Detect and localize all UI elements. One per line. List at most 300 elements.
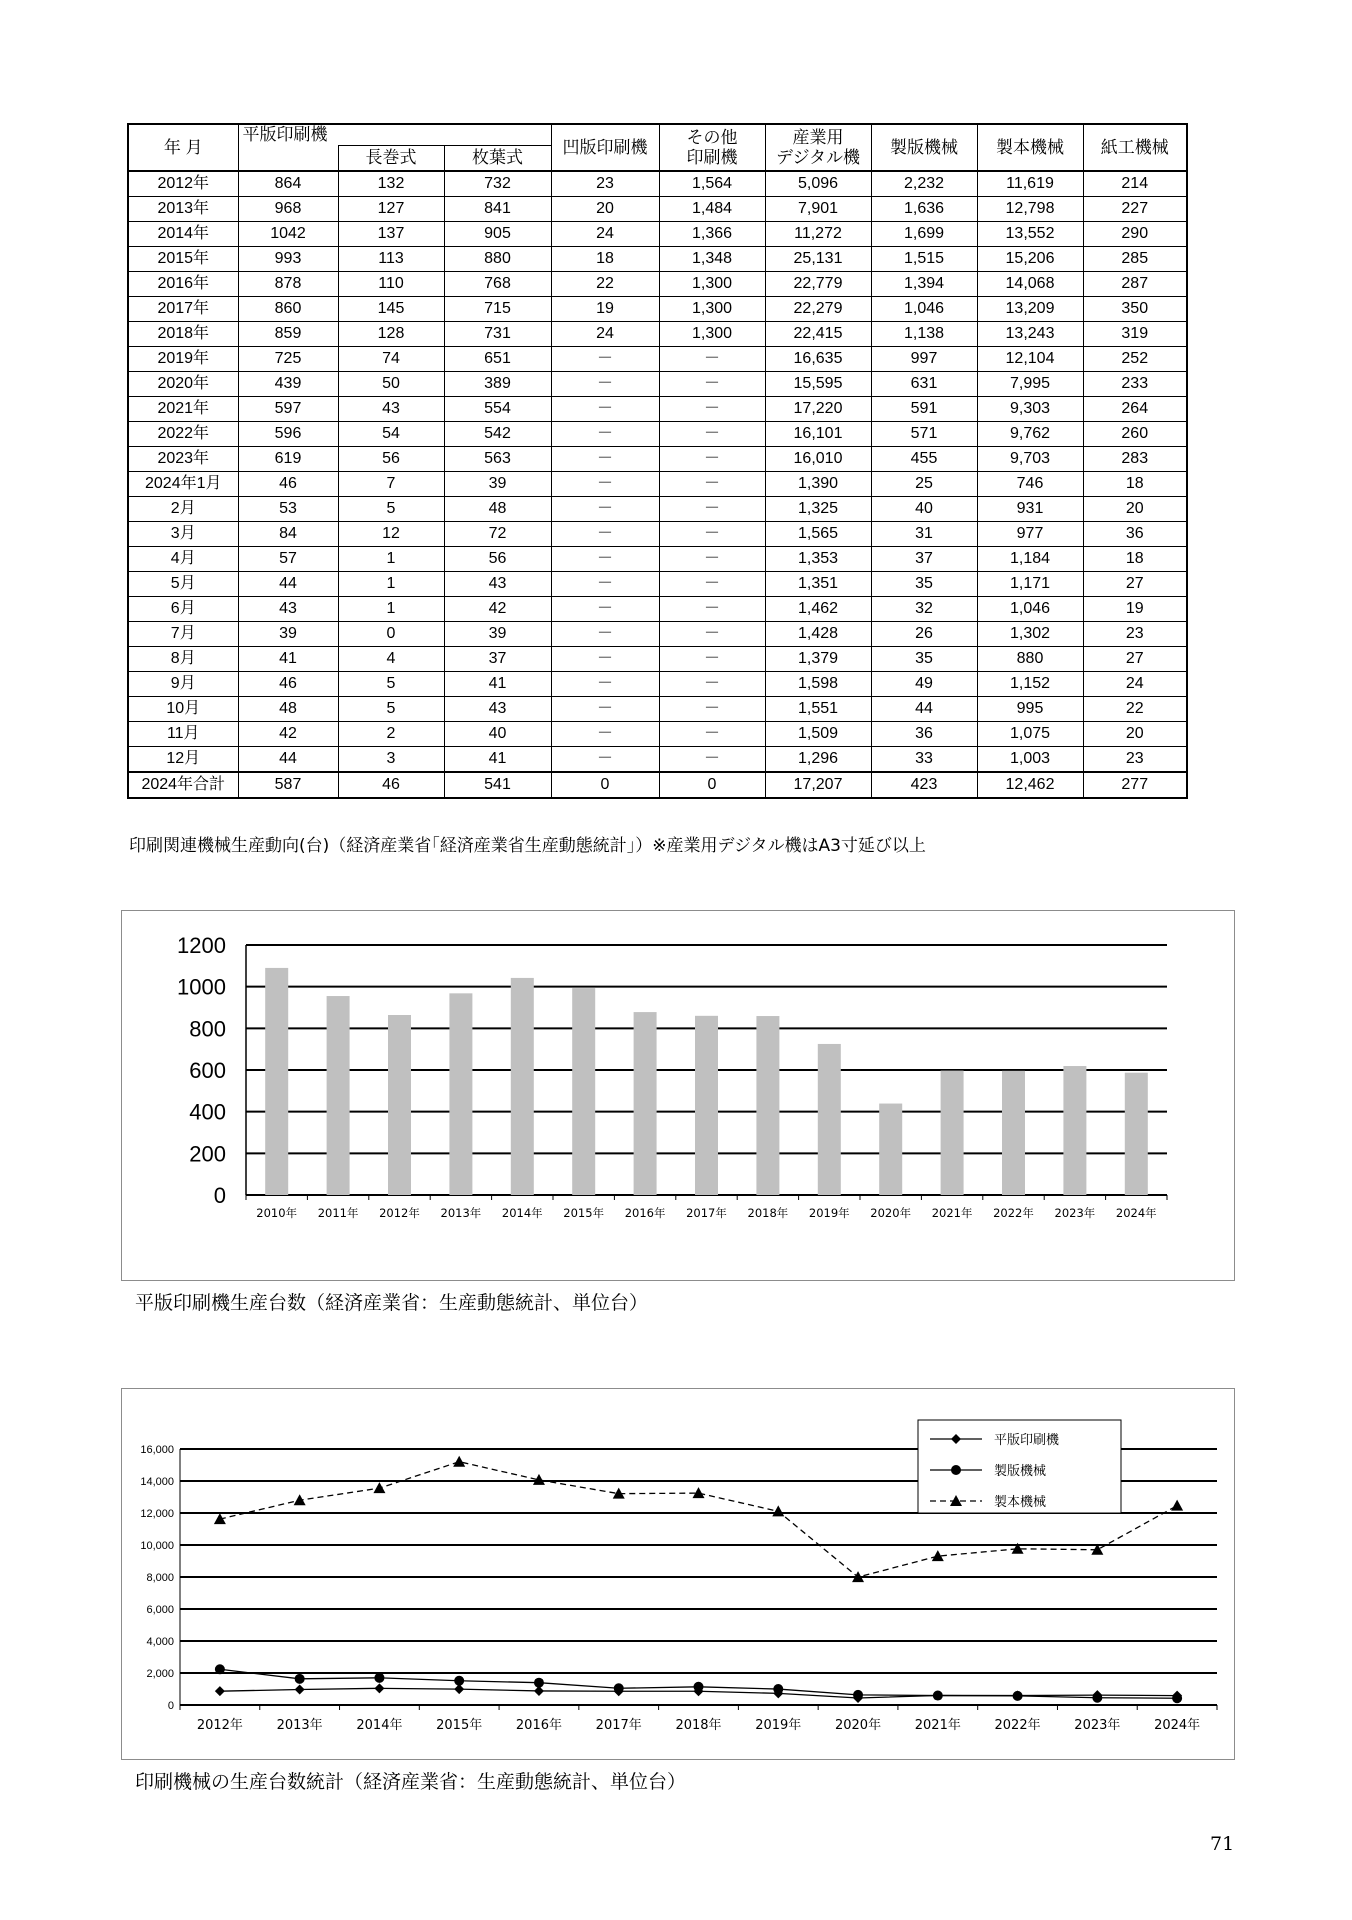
cell-other: － — [659, 547, 765, 572]
y-tick-label: 600 — [189, 1058, 226, 1083]
cell-binding: 13,552 — [977, 222, 1083, 247]
cell-sheet: 43 — [444, 572, 551, 597]
cell-digital: 16,101 — [765, 422, 871, 447]
cell-offset: 53 — [238, 497, 338, 522]
cell-web: 2 — [338, 722, 444, 747]
cell-binding: 13,243 — [977, 322, 1083, 347]
cell-other: － — [659, 522, 765, 547]
cell-offset: 859 — [238, 322, 338, 347]
cell-web: 1 — [338, 597, 444, 622]
cell-platemaking: 423 — [871, 772, 977, 798]
cell-sheet: 37 — [444, 647, 551, 672]
cell-offset: 46 — [238, 672, 338, 697]
y-tick-label: 8,000 — [146, 1572, 174, 1584]
cell-web: 12 — [338, 522, 444, 547]
cell-sheet: 563 — [444, 447, 551, 472]
cell-paper: 277 — [1083, 772, 1187, 798]
cell-offset: 84 — [238, 522, 338, 547]
cell-offset: 44 — [238, 572, 338, 597]
cell-gravure: － — [551, 597, 659, 622]
cell-digital: 1,565 — [765, 522, 871, 547]
cell-period: 7月 — [128, 622, 238, 647]
x-tick-label: 2020年 — [870, 1206, 912, 1220]
y-tick-label: 12,000 — [140, 1508, 174, 1520]
cell-paper: 350 — [1083, 297, 1187, 322]
table-row — [128, 297, 1187, 322]
cell-other: － — [659, 397, 765, 422]
cell-paper: 233 — [1083, 372, 1187, 397]
point-circle — [534, 1678, 544, 1688]
cell-digital: 16,010 — [765, 447, 871, 472]
cell-offset: 41 — [238, 647, 338, 672]
cell-other: － — [659, 347, 765, 372]
table-row — [128, 422, 1187, 447]
cell-web: 54 — [338, 422, 444, 447]
point-triangle — [373, 1482, 385, 1493]
cell-offset: 439 — [238, 372, 338, 397]
cell-binding: 12,104 — [977, 347, 1083, 372]
bar — [756, 1016, 779, 1195]
cell-offset: 878 — [238, 272, 338, 297]
bar — [1063, 1066, 1086, 1195]
point-triangle — [772, 1505, 784, 1516]
cell-web: 1 — [338, 547, 444, 572]
cell-sheet: 880 — [444, 247, 551, 272]
cell-platemaking: 591 — [871, 397, 977, 422]
header-digital — [765, 124, 871, 171]
cell-platemaking: 33 — [871, 747, 977, 773]
cell-gravure: － — [551, 372, 659, 397]
point-diamond — [374, 1683, 384, 1693]
cell-binding: 1,302 — [977, 622, 1083, 647]
table-row — [128, 372, 1187, 397]
cell-digital: 22,415 — [765, 322, 871, 347]
cell-paper: 27 — [1083, 647, 1187, 672]
cell-sheet: 768 — [444, 272, 551, 297]
cell-binding: 1,152 — [977, 672, 1083, 697]
cell-other: － — [659, 697, 765, 722]
cell-web: 1 — [338, 572, 444, 597]
cell-web: 127 — [338, 197, 444, 222]
cell-web: 137 — [338, 222, 444, 247]
cell-platemaking: 36 — [871, 722, 977, 747]
table-row — [128, 447, 1187, 472]
header-binding: 製本機械 — [977, 124, 1083, 171]
x-tick-label: 2017年 — [686, 1206, 727, 1220]
cell-offset: 39 — [238, 622, 338, 647]
cell-binding: 14,068 — [977, 272, 1083, 297]
cell-sheet: 731 — [444, 322, 551, 347]
header-web: 長巻式 — [338, 146, 444, 172]
cell-offset: 968 — [238, 197, 338, 222]
cell-period: 2018年 — [128, 322, 238, 347]
x-tick-label: 2012年 — [379, 1206, 420, 1220]
cell-web: 3 — [338, 747, 444, 773]
cell-paper: 27 — [1083, 572, 1187, 597]
x-tick-label: 2023年 — [1074, 1718, 1121, 1733]
cell-binding: 931 — [977, 497, 1083, 522]
cell-sheet: 40 — [444, 722, 551, 747]
cell-paper: 19 — [1083, 597, 1187, 622]
cell-platemaking: 37 — [871, 547, 977, 572]
table-row — [128, 672, 1187, 697]
x-tick-label: 2014年 — [356, 1718, 403, 1733]
cell-web: 128 — [338, 322, 444, 347]
machine-line-chart — [121, 1388, 1235, 1760]
cell-gravure: － — [551, 747, 659, 773]
cell-sheet: 41 — [444, 672, 551, 697]
legend-label: 製本機械 — [994, 1495, 1047, 1510]
cell-digital: 1,379 — [765, 647, 871, 672]
bar — [511, 978, 534, 1195]
cell-paper: 260 — [1083, 422, 1187, 447]
cell-platemaking: 44 — [871, 697, 977, 722]
cell-period: 3月 — [128, 522, 238, 547]
cell-period: 2016年 — [128, 272, 238, 297]
cell-web: 46 — [338, 772, 444, 798]
cell-paper: 252 — [1083, 347, 1187, 372]
point-circle — [374, 1673, 384, 1683]
table-row — [128, 197, 1187, 222]
cell-web: 43 — [338, 397, 444, 422]
cell-gravure: 22 — [551, 272, 659, 297]
cell-binding: 995 — [977, 697, 1083, 722]
cell-gravure: 24 — [551, 322, 659, 347]
cell-gravure: － — [551, 697, 659, 722]
cell-period: 5月 — [128, 572, 238, 597]
cell-period: 2017年 — [128, 297, 238, 322]
bar — [634, 1012, 657, 1195]
cell-gravure: 18 — [551, 247, 659, 272]
chart1-caption: 平版印刷機生産台数（経済産業省：生産動態統計、単位台） — [135, 1292, 649, 1314]
cell-paper: 36 — [1083, 522, 1187, 547]
cell-web: 4 — [338, 647, 444, 672]
y-tick-label: 200 — [189, 1141, 226, 1167]
cell-other: 1,300 — [659, 322, 765, 347]
cell-period: 9月 — [128, 672, 238, 697]
x-tick-label: 2016年 — [624, 1206, 666, 1220]
cell-platemaking: 1,046 — [871, 297, 977, 322]
cell-web: 5 — [338, 672, 444, 697]
cell-binding: 1,003 — [977, 747, 1083, 773]
cell-platemaking: 35 — [871, 572, 977, 597]
header-offset: 平版印刷機 — [238, 124, 551, 146]
cell-paper: 285 — [1083, 247, 1187, 272]
x-tick-label: 2019年 — [755, 1718, 802, 1733]
cell-other: 1,300 — [659, 297, 765, 322]
table-row — [128, 272, 1187, 297]
y-tick-label: 4,000 — [146, 1636, 174, 1648]
cell-binding: 11,619 — [977, 171, 1083, 197]
cell-binding: 12,798 — [977, 197, 1083, 222]
cell-offset: 864 — [238, 171, 338, 197]
x-tick-label: 2013年 — [440, 1206, 482, 1220]
x-tick-label: 2024年 — [1154, 1718, 1201, 1733]
cell-digital: 1,462 — [765, 597, 871, 622]
table-row — [128, 697, 1187, 722]
point-circle — [1013, 1691, 1023, 1701]
offset-bar-chart — [121, 910, 1235, 1281]
y-tick-label: 2,000 — [146, 1668, 174, 1680]
bar — [941, 1071, 964, 1195]
point-circle — [295, 1674, 305, 1684]
chart2-caption: 印刷機械の生産台数統計（経済産業省：生産動態統計、単位台） — [135, 1771, 687, 1793]
cell-gravure: － — [551, 722, 659, 747]
header-other-line2: 印刷機 — [686, 147, 738, 167]
cell-offset: 619 — [238, 447, 338, 472]
cell-gravure: 20 — [551, 197, 659, 222]
cell-gravure: 0 — [551, 772, 659, 798]
cell-paper: 22 — [1083, 697, 1187, 722]
cell-offset: 46 — [238, 472, 338, 497]
cell-gravure: － — [551, 547, 659, 572]
cell-platemaking: 1,138 — [871, 322, 977, 347]
cell-gravure: － — [551, 472, 659, 497]
cell-offset: 587 — [238, 772, 338, 798]
cell-sheet: 39 — [444, 622, 551, 647]
point-circle — [773, 1684, 783, 1694]
cell-paper: 23 — [1083, 622, 1187, 647]
point-circle — [1172, 1693, 1182, 1703]
header-digital-line2: デジタル機 — [776, 147, 860, 167]
cell-other: － — [659, 672, 765, 697]
cell-paper: 287 — [1083, 272, 1187, 297]
y-tick-label: 10,000 — [140, 1540, 174, 1552]
cell-digital: 1,598 — [765, 672, 871, 697]
cell-digital: 7,901 — [765, 197, 871, 222]
cell-period: 2月 — [128, 497, 238, 522]
cell-other: － — [659, 472, 765, 497]
cell-period: 4月 — [128, 547, 238, 572]
cell-paper: 283 — [1083, 447, 1187, 472]
cell-other: － — [659, 597, 765, 622]
cell-period: 2024年合計 — [128, 772, 238, 798]
cell-sheet: 56 — [444, 547, 551, 572]
cell-digital: 16,635 — [765, 347, 871, 372]
cell-binding: 1,171 — [977, 572, 1083, 597]
cell-platemaking: 25 — [871, 472, 977, 497]
cell-digital: 1,353 — [765, 547, 871, 572]
y-tick-label: 16,000 — [140, 1444, 174, 1456]
cell-other: － — [659, 622, 765, 647]
point-diamond — [295, 1685, 305, 1695]
cell-period: 2024年1月 — [128, 472, 238, 497]
cell-period: 10月 — [128, 697, 238, 722]
header-platemaking: 製版機械 — [871, 124, 977, 171]
table-row — [128, 547, 1187, 572]
header-other — [659, 124, 765, 171]
cell-binding: 880 — [977, 647, 1083, 672]
y-tick-label: 14,000 — [140, 1476, 174, 1488]
cell-offset: 44 — [238, 747, 338, 773]
header-paper: 紙工機械 — [1083, 124, 1187, 171]
cell-offset: 725 — [238, 347, 338, 372]
cell-platemaking: 1,515 — [871, 247, 977, 272]
cell-sheet: 48 — [444, 497, 551, 522]
cell-gravure: － — [551, 497, 659, 522]
table-caption: 印刷関連機械生産動向(台)（経済産業省｢経済産業省生産動態統計｣）※産業用デジタル機はA3寸延び以上 — [129, 836, 926, 856]
point-circle — [933, 1691, 943, 1701]
cell-gravure: － — [551, 447, 659, 472]
bar — [388, 1015, 411, 1195]
table-row — [128, 322, 1187, 347]
cell-gravure: 19 — [551, 297, 659, 322]
cell-binding: 1,046 — [977, 597, 1083, 622]
production-table — [127, 123, 1188, 799]
cell-digital: 17,220 — [765, 397, 871, 422]
machine-line-chart-svg — [122, 1389, 1234, 1759]
cell-platemaking: 32 — [871, 597, 977, 622]
table-row — [128, 472, 1187, 497]
cell-binding: 1,184 — [977, 547, 1083, 572]
cell-platemaking: 1,636 — [871, 197, 977, 222]
cell-digital: 1,296 — [765, 747, 871, 773]
cell-other: － — [659, 497, 765, 522]
legend-label: 平版印刷機 — [994, 1433, 1060, 1448]
cell-other: 0 — [659, 772, 765, 798]
cell-gravure: － — [551, 672, 659, 697]
y-tick-label: 6,000 — [146, 1604, 174, 1616]
x-tick-label: 2023年 — [1054, 1206, 1096, 1220]
cell-other: － — [659, 572, 765, 597]
table-row — [128, 347, 1187, 372]
cell-binding: 7,995 — [977, 372, 1083, 397]
cell-offset: 596 — [238, 422, 338, 447]
table-total-row — [128, 772, 1187, 798]
y-tick-label: 1200 — [177, 933, 226, 958]
cell-paper: 20 — [1083, 722, 1187, 747]
header-other-line1: その他 — [686, 127, 738, 147]
cell-web: 50 — [338, 372, 444, 397]
cell-web: 74 — [338, 347, 444, 372]
point-circle — [951, 1465, 961, 1475]
cell-gravure: 24 — [551, 222, 659, 247]
cell-platemaking: 26 — [871, 622, 977, 647]
y-tick-label: 1000 — [177, 974, 226, 1000]
bar — [572, 988, 595, 1195]
cell-web: 7 — [338, 472, 444, 497]
cell-offset: 42 — [238, 722, 338, 747]
header-gravure: 凹版印刷機 — [551, 124, 659, 171]
cell-binding: 1,075 — [977, 722, 1083, 747]
cell-other: － — [659, 747, 765, 773]
table-row — [128, 722, 1187, 747]
cell-period: 2020年 — [128, 372, 238, 397]
cell-period: 8月 — [128, 647, 238, 672]
cell-other: － — [659, 372, 765, 397]
cell-sheet: 651 — [444, 347, 551, 372]
cell-digital: 11,272 — [765, 222, 871, 247]
legend — [918, 1420, 1121, 1513]
table-row — [128, 597, 1187, 622]
table-row — [128, 171, 1187, 197]
cell-platemaking: 35 — [871, 647, 977, 672]
cell-gravure: － — [551, 422, 659, 447]
point-circle — [215, 1664, 225, 1674]
cell-gravure: － — [551, 522, 659, 547]
header-sheet: 枚葉式 — [444, 146, 551, 172]
x-tick-label: 2012年 — [196, 1718, 243, 1733]
cell-sheet: 43 — [444, 697, 551, 722]
point-triangle — [294, 1494, 306, 1505]
cell-other: 1,366 — [659, 222, 765, 247]
cell-other: － — [659, 422, 765, 447]
cell-offset: 43 — [238, 597, 338, 622]
cell-other: 1,484 — [659, 197, 765, 222]
cell-binding: 13,209 — [977, 297, 1083, 322]
cell-web: 132 — [338, 171, 444, 197]
cell-digital: 25,131 — [765, 247, 871, 272]
cell-period: 2014年 — [128, 222, 238, 247]
table-row — [128, 497, 1187, 522]
cell-gravure: 23 — [551, 171, 659, 197]
cell-other: 1,564 — [659, 171, 765, 197]
x-tick-label: 2015年 — [563, 1206, 605, 1220]
cell-offset: 57 — [238, 547, 338, 572]
offset-bar-chart-svg — [122, 911, 1234, 1280]
x-tick-label: 2016年 — [515, 1718, 563, 1733]
bar — [327, 996, 350, 1195]
cell-digital: 1,509 — [765, 722, 871, 747]
cell-period: 2019年 — [128, 347, 238, 372]
cell-period: 2022年 — [128, 422, 238, 447]
cell-paper: 18 — [1083, 547, 1187, 572]
table-row — [128, 747, 1187, 773]
bar — [818, 1044, 841, 1195]
x-tick-label: 2021年 — [914, 1718, 961, 1733]
cell-gravure: － — [551, 347, 659, 372]
cell-digital: 22,279 — [765, 297, 871, 322]
cell-gravure: － — [551, 397, 659, 422]
bar — [449, 993, 472, 1195]
cell-digital: 1,351 — [765, 572, 871, 597]
cell-platemaking: 40 — [871, 497, 977, 522]
cell-web: 56 — [338, 447, 444, 472]
cell-gravure: － — [551, 622, 659, 647]
x-tick-label: 2014年 — [501, 1206, 543, 1220]
table-row — [128, 222, 1187, 247]
cell-offset: 597 — [238, 397, 338, 422]
x-tick-label: 2021年 — [931, 1206, 973, 1220]
cell-gravure: － — [551, 647, 659, 672]
bar — [1002, 1071, 1025, 1195]
cell-sheet: 42 — [444, 597, 551, 622]
cell-sheet: 905 — [444, 222, 551, 247]
cell-paper: 24 — [1083, 672, 1187, 697]
cell-other: － — [659, 722, 765, 747]
table-row — [128, 522, 1187, 547]
series-circle — [215, 1664, 1182, 1703]
cell-offset: 860 — [238, 297, 338, 322]
point-diamond — [215, 1686, 225, 1696]
bar — [879, 1104, 902, 1195]
cell-web: 5 — [338, 497, 444, 522]
legend-label: 製版機械 — [994, 1464, 1047, 1479]
table-body — [128, 171, 1187, 798]
cell-period: 2012年 — [128, 171, 238, 197]
cell-sheet: 732 — [444, 171, 551, 197]
cell-binding: 746 — [977, 472, 1083, 497]
point-circle — [694, 1682, 704, 1692]
x-tick-label: 2013年 — [276, 1718, 323, 1733]
cell-platemaking: 31 — [871, 522, 977, 547]
cell-platemaking: 2,232 — [871, 171, 977, 197]
cell-sheet: 554 — [444, 397, 551, 422]
cell-binding: 9,703 — [977, 447, 1083, 472]
point-triangle — [1171, 1500, 1183, 1511]
cell-digital: 1,428 — [765, 622, 871, 647]
cell-web: 145 — [338, 297, 444, 322]
